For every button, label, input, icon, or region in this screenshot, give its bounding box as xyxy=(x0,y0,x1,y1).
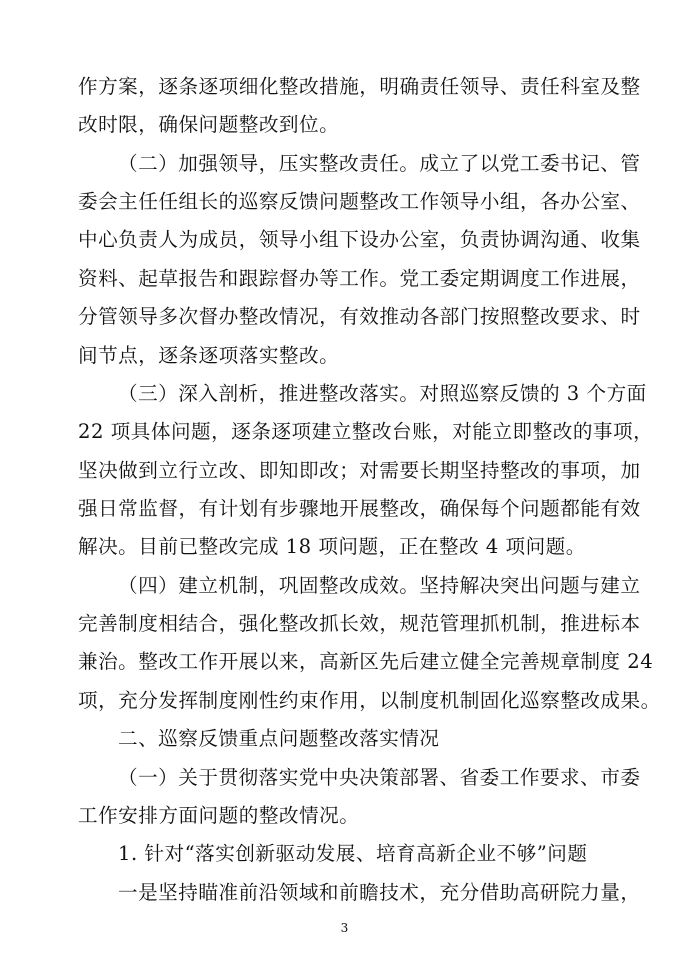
text-line: 坚决做到立行立改、即知即改；对需要长期坚持整改的事项，加 xyxy=(78,459,641,482)
section-heading-line: （三）深入剖析，推进整改落实。对照巡察反馈的 3 个方面 xyxy=(118,382,647,405)
text-line: 分管领导多次督办整改情况，有效推动各部门按照整改要求、时 xyxy=(78,305,641,328)
text-line: 间节点，逐条逐项落实整改。 xyxy=(78,344,340,367)
page-number: 3 xyxy=(340,921,349,935)
text-line: 一是坚持瞄准前沿领域和前瞻技术，充分借助高研院力量， xyxy=(118,881,641,904)
subsection-heading-line: （一）关于贯彻落实党中央决策部署、省委工作要求、市委 xyxy=(118,766,641,789)
text-line: 中心负责人为成员，领导小组下设办公室，负责协调沟通、收集 xyxy=(78,228,641,251)
text-line: 资料、起草报告和跟踪督办等工作。党工委定期调度工作进展， xyxy=(78,267,641,290)
section-heading-line: （四）建立机制，巩固整改成效。坚持解决突出问题与建立 xyxy=(118,574,641,597)
text-line: 作方案，逐条逐项细化整改措施，明确责任领导、责任科室及整 xyxy=(78,75,641,98)
text-line: 22 项具体问题，逐条逐项建立整改台账，对能立即整改的事项， xyxy=(78,420,654,443)
text-line: 项，充分发挥制度刚性约束作用，以制度机制固化巡察整改成果。 xyxy=(78,689,661,712)
text-line: 解决。目前已整改完成 18 项问题，正在整改 4 项问题。 xyxy=(78,535,586,558)
text-line: 改时限，确保问题整改到位。 xyxy=(78,113,340,136)
text-line: 兼治。整改工作开展以来，高新区先后建立健全完善规章制度 24 xyxy=(78,650,654,673)
section-heading-line: （二）加强领导，压实整改责任。成立了以党工委书记、管 xyxy=(118,152,641,175)
major-section-heading: 二、巡察反馈重点问题整改落实情况 xyxy=(118,727,440,750)
text-line: 委会主任任组长的巡察反馈问题整改工作领导小组，各办公室、 xyxy=(78,190,641,213)
text-line: 完善制度相结合，强化整改抓长效，规范管理抓机制，推进标本 xyxy=(78,612,641,635)
text-line: 强日常监督，有计划有步骤地开展整改，确保每个问题都能有效 xyxy=(78,497,641,520)
text-line: 工作安排方面问题的整改情况。 xyxy=(78,804,360,827)
item-heading: 1. 针对“落实创新驱动发展、培育高新企业不够”问题 xyxy=(118,842,588,865)
